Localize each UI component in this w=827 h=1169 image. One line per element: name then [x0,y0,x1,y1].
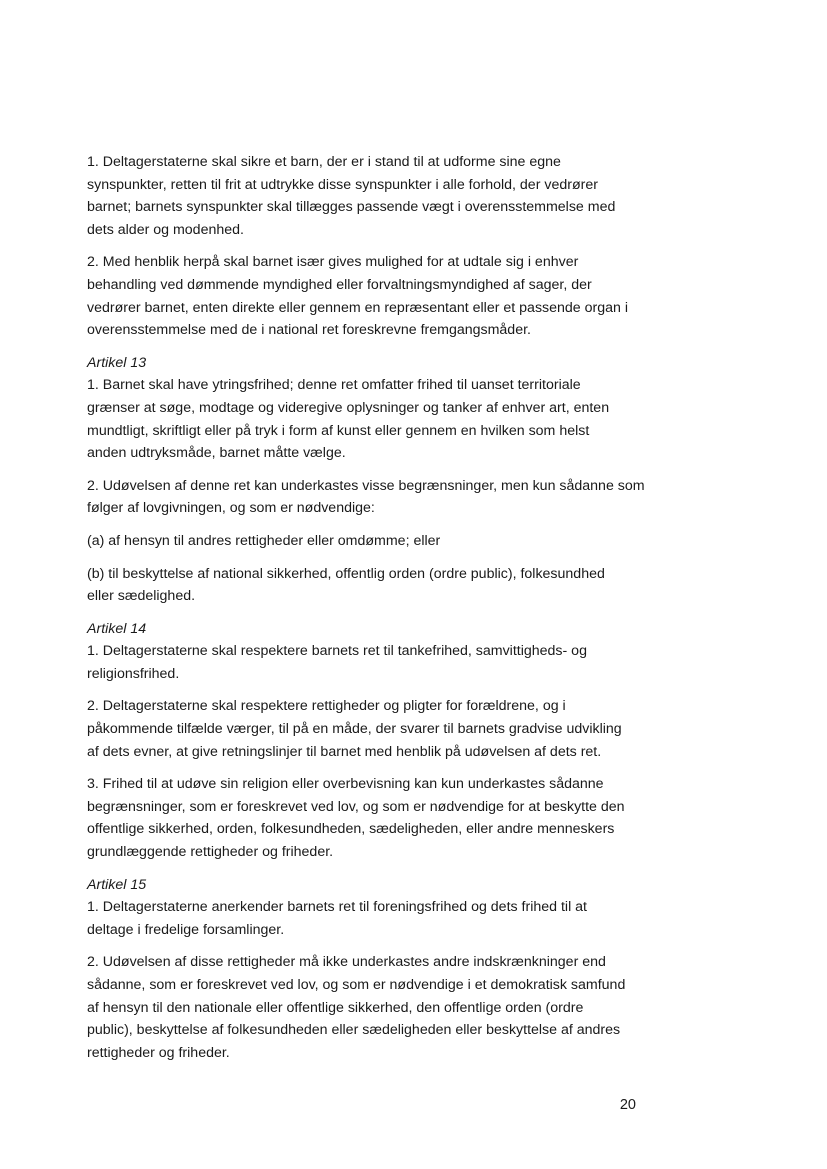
paragraph-article-12-2: 2. Med henblik herpå skal barnet især gives mulighed for at udtale sig i enhver behandling ved dømmende myndighed eller forvaltningsmyndighed af sager, der vedrører barnet, enten direkte eller gennem en repræsentant eller et passende organ i overensstemmelse med de i national ret foreskrevne fremgangsmåder. [87,254,629,339]
paragraph-article-13-2: 2. Udøvelsen af denne ret kan underkastes visse begrænsninger, men kun sådanne som følger af lovgivningen, og som er nødvendige: [87,477,645,517]
paragraph-article-13-2b: (b) til beskyttelse af national sikkerhed, offentlig orden (ordre public), folkesundhed eller sædelighed. [87,565,605,605]
paragraph-article-13-2a: (a) af hensyn til andres rettigheder eller omdømme; eller [87,532,441,549]
paragraph-article-13-1: 1. Barnet skal have ytringsfrihed; denne ret omfatter frihed til uanset territoriale grænser at søge, modtage og videregive oplysninger og tanker af enhver art, enten mundtligt, skriftligt eller på tryk i form af kunst eller gennem en hvilken som helst anden udtryksmåde, barnet måtte vælge. [87,377,610,462]
article-15-heading: Artikel 15 [87,876,147,893]
paragraph-article-15-2: 2. Udøvelsen af disse rettigheder må ikke underkastes andre indskrænkninger end sådanne, som er foreskrevet ved lov, og som er nødvendige i et demokratisk samfund af hensyn til den nationale eller offentlige sikkerhed, den offentlige orden (ordre public), beskyttelse af folkesundheden eller sædeligheden eller beskyttelse af andres rettigheder og friheder. [87,954,626,1061]
article-13-heading: Artikel 13 [87,354,147,371]
paragraph-article-15-1: 1. Deltagerstaterne anerkender barnets ret til foreningsfrihed og dets frihed til at deltage i fredelige forsamlinger. [87,899,587,938]
paragraph-article-14-1: 1. Deltagerstaterne skal respektere barnets ret til tankefrihed, samvittigheds- og religionsfrihed. [87,643,587,682]
paragraph-article-14-2: 2. Deltagerstaterne skal respektere rettigheder og pligter for forældrene, og i påkommende tilfælde værger, til på en måde, der svarer til barnets gradvise udvikling af dets evner, at give retningslinjer til barnet med henblik på udøvelsen af dets ret. [87,698,622,760]
document-body [87,151,647,1074]
paragraph-article-14-3: 3. Frihed til at udøve sin religion eller overbevisning kan kun underkastes sådanne begrænsninger, som er foreskrevet ved lov, og som er nødvendige for at beskytte den offentlige sikkerhed, orden, folkesundheden, sædeligheden, eller andre menneskers grundlæggende rettigheder og friheder. [87,776,625,861]
page-number: 20 [619,1097,636,1113]
paragraph-article-12-1: 1. Deltagerstaterne skal sikre et barn, der er i stand til at udforme sine egne synspunkter, retten til frit at udtrykke disse synspunkter i alle forhold, der vedrører barnet; barnets synspunkter skal tillægges passende vægt i overensstemmelse med dets alder og modenhed. [87,154,616,238]
article-14-heading: Artikel 14 [87,620,147,637]
